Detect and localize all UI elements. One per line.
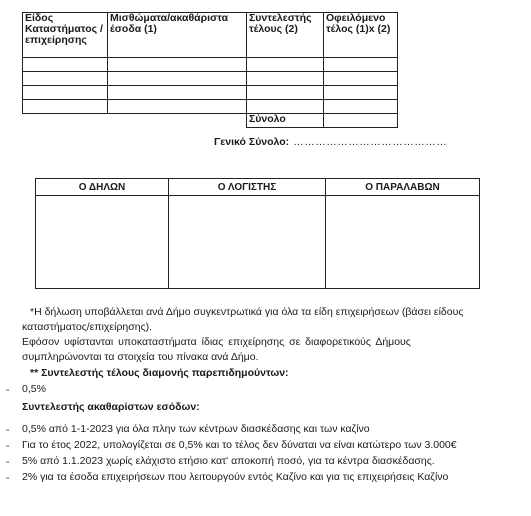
header-fee-rate: Συντελεστής τέλους (2): [247, 13, 324, 58]
table-cell[interactable]: [324, 72, 398, 86]
table-cell[interactable]: [324, 100, 398, 114]
fees-table: [22, 12, 398, 128]
total-row: [23, 114, 398, 128]
gross-rate-heading: Συντελεστής ακαθαρίστων εσόδων:: [22, 401, 200, 413]
signature-accountant-box[interactable]: [169, 196, 326, 289]
grand-total-label: Γενικό Σύνολο:: [214, 136, 290, 148]
header-fee-owed: Οφειλόμενο τέλος (1)x (2): [324, 13, 398, 58]
note-line-3: Εφόσον υφίστανται υποκαταστήματα ίδιας επιχείρησης σε διαφορετικούς Δήμους: [22, 336, 411, 348]
empty-cell: [23, 114, 108, 128]
table-cell[interactable]: [247, 72, 324, 86]
header-business-type: Είδος Καταστήματος /επιχείρησης: [23, 13, 108, 58]
bullet-dash: -: [6, 424, 10, 436]
bullet-dash: -: [6, 456, 10, 468]
note-line-1: *Η δήλωση υποβάλλεται ανά Δήμο συγκεντρωτικά για όλα τα είδη επιχειρήσεων (βάσει είδους: [30, 306, 464, 318]
signature-receiver-box[interactable]: [326, 196, 480, 289]
empty-cell: [108, 114, 247, 128]
bullet-1: 0,5% από 1-1-2023 για όλα πλην των κέντρων διασκέδασης και των καζίνο: [22, 423, 370, 435]
table-cell[interactable]: [23, 58, 108, 72]
note-line-2: καταστήματος/επιχείρησης).: [22, 321, 153, 333]
table-cell[interactable]: [108, 58, 247, 72]
table-cell[interactable]: [23, 72, 108, 86]
table-cell[interactable]: [108, 86, 247, 100]
note-line-5: ** Συντελεστής τέλους διαμονής παρεπιδημούντων:: [30, 367, 289, 379]
grand-total: [214, 136, 447, 148]
table-row: [23, 58, 398, 72]
table-row: [23, 86, 398, 100]
bullet-2: Για το έτος 2022, υπολογίζεται σε 0,5% και το τέλος δεν δύναται να είναι κατώτερο των 3.000€: [22, 439, 457, 451]
signature-accountant-label: Ο ΛΟΓΙΣΤΗΣ: [169, 179, 326, 196]
fees-table-header: [23, 13, 398, 58]
table-cell[interactable]: [324, 58, 398, 72]
bullet-dash: -: [6, 384, 10, 396]
table-cell[interactable]: [23, 100, 108, 114]
signature-receiver-label: Ο ΠΑΡΑΛΑΒΩΝ: [326, 179, 480, 196]
table-cell[interactable]: [23, 86, 108, 100]
table-row: [23, 72, 398, 86]
table-cell[interactable]: [108, 72, 247, 86]
bullet-dash: -: [6, 472, 10, 484]
bullet-dash: -: [6, 440, 10, 452]
table-cell[interactable]: [108, 100, 247, 114]
table-cell[interactable]: [247, 100, 324, 114]
bullet-3: 5% από 1.1.2023 χωρίς ελάχιστο ετήσιο κατ' αποκοπή ποσό, για τα κέντρα διασκέδασης.: [22, 455, 435, 467]
table-cell[interactable]: [324, 86, 398, 100]
header-gross-revenue: Μισθώματα/ακαθάριστα έσοδα (1): [108, 13, 247, 58]
total-label: Σύνολο: [247, 114, 324, 128]
grand-total-field[interactable]: ……………………………………: [293, 136, 448, 148]
table-cell[interactable]: [247, 58, 324, 72]
bullet-4: 2% για τα έσοδα επιχειρήσεων που λειτουργούν εντός Καζίνο και για τις επιχειρήσεις Καζίνο: [22, 471, 449, 483]
signature-declarant-label: Ο ΔΗΛΩΝ: [36, 179, 169, 196]
signature-declarant-box[interactable]: [36, 196, 169, 289]
residence-rate: 0,5%: [22, 383, 46, 395]
signature-table: [35, 178, 480, 289]
note-line-4: συμπληρώνονται τα στοιχεία του πίνακα ανά Δήμο.: [22, 351, 259, 363]
table-row: [23, 100, 398, 114]
total-value-cell[interactable]: [324, 114, 398, 128]
table-cell[interactable]: [247, 86, 324, 100]
